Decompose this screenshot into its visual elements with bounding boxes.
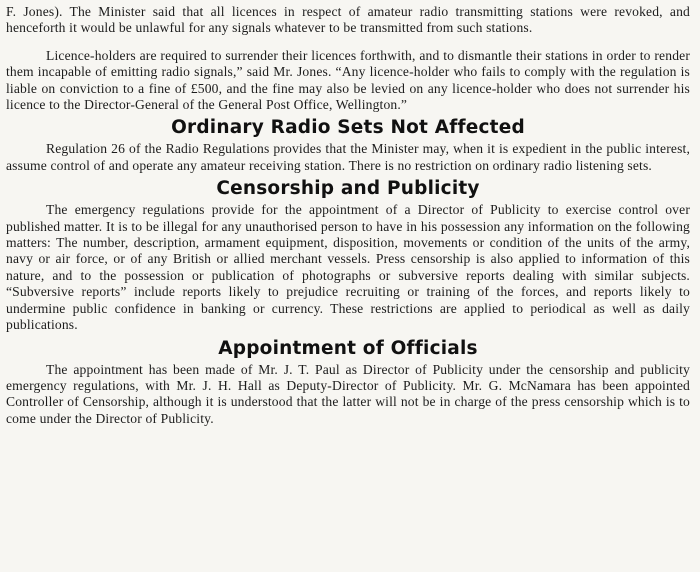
section-heading-appointment: Appointment of Officials <box>218 337 478 359</box>
intro-paragraph: F. Jones). The Minister said that all licences in respect of amateur radio transmitting stations were revoked, and henceforth it would be unlawful for any signals whatever to be transmitted from such stations. <box>6 4 690 36</box>
section-heading-radio-sets: Ordinary Radio Sets Not Affected <box>171 117 525 139</box>
section-body-appointment: The appointment has been made of Mr. J. T. Paul as Director of Publicity under the censorship and publicity emergency regulations, with Mr. J. H. Hall as Deputy-Director of Publicity. Mr. G. McNamara has been appointed Controller of Censorship, although it is understood that the latter will not be in charge of the press censorship which is to come under the Director of Publicity. <box>6 361 690 426</box>
licence-holders-paragraph: Licence-holders are required to surrender their licences forthwith, and to dismantle their stations in order to render them incapable of emitting radio signals,” said Mr. Jones. “Any licence-holder who fails to comply with the regulation is liable on conviction to a fine of £500, and the fine may also be levied on any licence-holder who does not surrender his licence to the Director-General of the General Post Office, Wellington.” <box>6 47 690 113</box>
section-heading-censorship: Censorship and Publicity <box>216 178 480 200</box>
section-body-censorship: The emergency regulations provide for the appointment of a Director of Publicity to exercise control over published matter. It is to be illegal for any unauthorised person to have in his possession any information on the following matters: The number, description, armament equipment, disposition, movements or condition of the units of the army, navy or air force, or of any British or allied merchant vessels. Press censorship is also applied to information of this nature, and to the possession or publication of photographs or subversive reports dealing with similar subjects. “Subversive reports” include reports likely to prejudice recruiting or training of the forces, and reports likely to undermine public confidence in banking or currency. These restrictions are applied to periodical as well as daily publications. <box>6 202 690 333</box>
section-body-radio-sets: Regulation 26 of the Radio Regulations provides that the Minister may, when it is expedient in the public interest, assume control of and operate any amateur receiving station. There is no restriction on ordinary radio listening sets. <box>6 141 690 173</box>
